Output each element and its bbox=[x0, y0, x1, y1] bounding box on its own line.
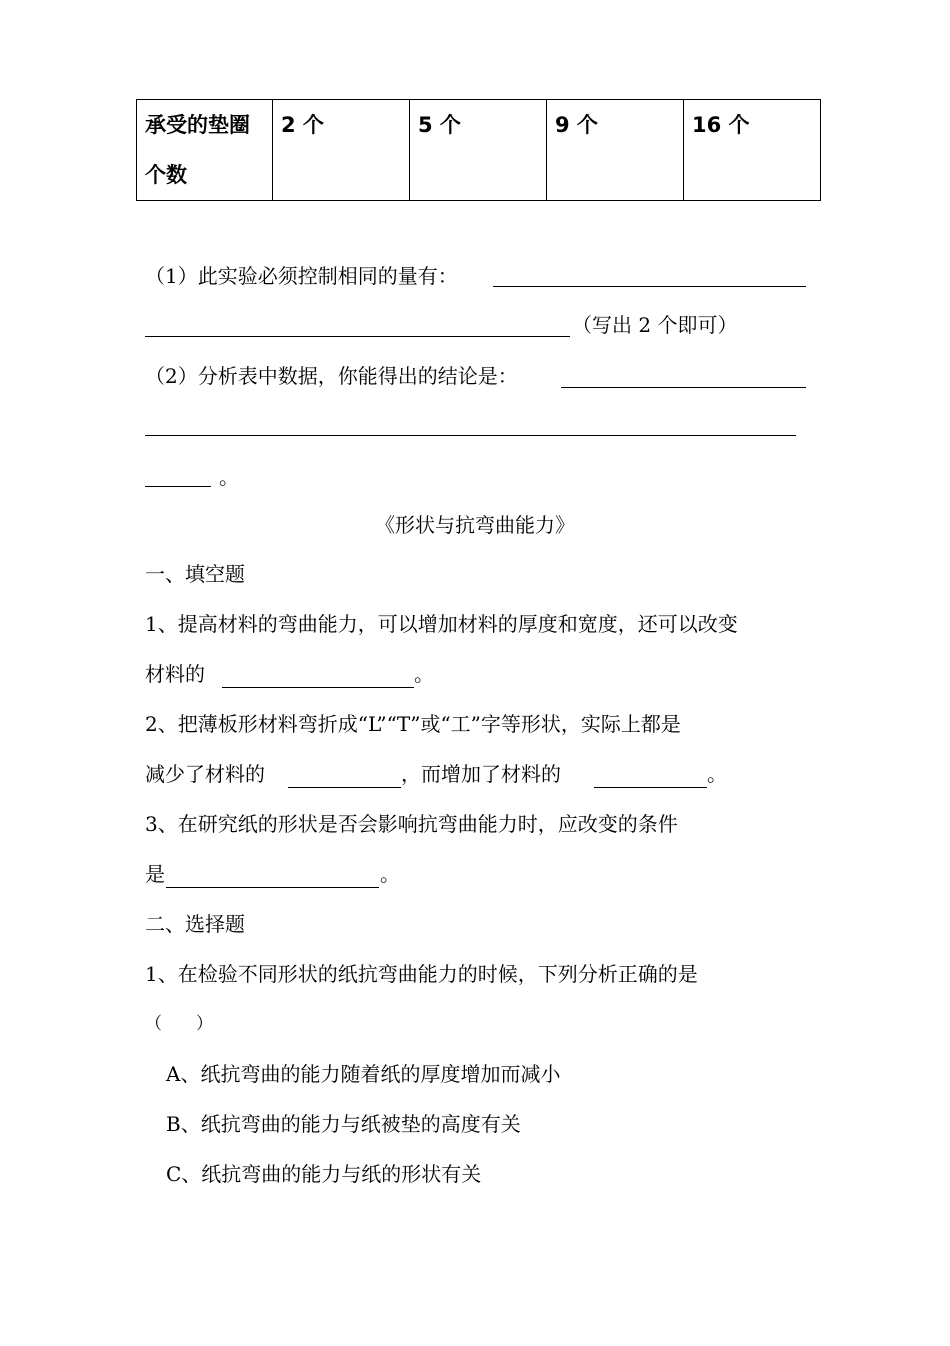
fill-question-2-label: ，而增加了材料的 bbox=[401, 762, 561, 786]
question-2-end: 。 bbox=[219, 465, 239, 489]
table-cell: 16 个 bbox=[684, 100, 821, 201]
answer-blank[interactable] bbox=[145, 486, 211, 487]
answer-parentheses[interactable]: （ ） bbox=[145, 1014, 213, 1034]
section-heading: 一、填空题 bbox=[145, 562, 245, 586]
answer-blank[interactable] bbox=[493, 286, 806, 287]
table-header-cell: 承受的垫圈个数 bbox=[137, 100, 273, 201]
period: 。 bbox=[707, 762, 727, 786]
answer-blank[interactable] bbox=[145, 435, 796, 436]
section-heading: 二、选择题 bbox=[145, 912, 245, 936]
table-cell: 2 个 bbox=[273, 100, 410, 201]
answer-blank[interactable] bbox=[561, 387, 806, 388]
fill-question-2: 2、把薄板形材料弯折成“L”“T”或“工”字等形状，实际上都是 bbox=[145, 712, 681, 736]
answer-blank[interactable] bbox=[594, 787, 707, 788]
question-1-prefix: （1）此实验必须控制相同的量有： bbox=[145, 264, 458, 288]
choice-question-1: 1、在检验不同形状的纸抗弯曲能力的时候，下列分析正确的是 bbox=[145, 962, 698, 986]
answer-blank[interactable] bbox=[145, 336, 570, 337]
table-row bbox=[137, 100, 821, 201]
choice-option[interactable]: A、纸抗弯曲的能力随着纸的厚度增加而减小 bbox=[166, 1062, 561, 1086]
answer-blank[interactable] bbox=[222, 687, 414, 688]
answer-blank[interactable] bbox=[166, 887, 379, 888]
question-2-prefix: （2）分析表中数据，你能得出的结论是： bbox=[145, 364, 518, 388]
page-title: 《形状与抗弯曲能力》 bbox=[375, 513, 575, 537]
fill-question-1-label: 材料的 bbox=[145, 662, 205, 686]
fill-question-2-label: 减少了材料的 bbox=[145, 762, 265, 786]
table-cell: 5 个 bbox=[410, 100, 547, 201]
table-cell: 9 个 bbox=[547, 100, 684, 201]
fill-question-3: 3、在研究纸的形状是否会影响抗弯曲能力时，应改变的条件 bbox=[145, 812, 678, 836]
answer-blank[interactable] bbox=[288, 787, 401, 788]
results-table bbox=[136, 99, 821, 201]
question-1-suffix: （写出 2 个即可） bbox=[572, 313, 738, 337]
period: 。 bbox=[414, 662, 434, 686]
choice-option[interactable]: B、纸抗弯曲的能力与纸被垫的高度有关 bbox=[166, 1112, 521, 1136]
choice-option[interactable]: C、纸抗弯曲的能力与纸的形状有关 bbox=[166, 1162, 482, 1186]
period: 。 bbox=[380, 862, 400, 886]
fill-question-3-label: 是 bbox=[145, 862, 165, 886]
fill-question-1: 1、提高材料的弯曲能力，可以增加材料的厚度和宽度，还可以改变 bbox=[145, 612, 738, 636]
